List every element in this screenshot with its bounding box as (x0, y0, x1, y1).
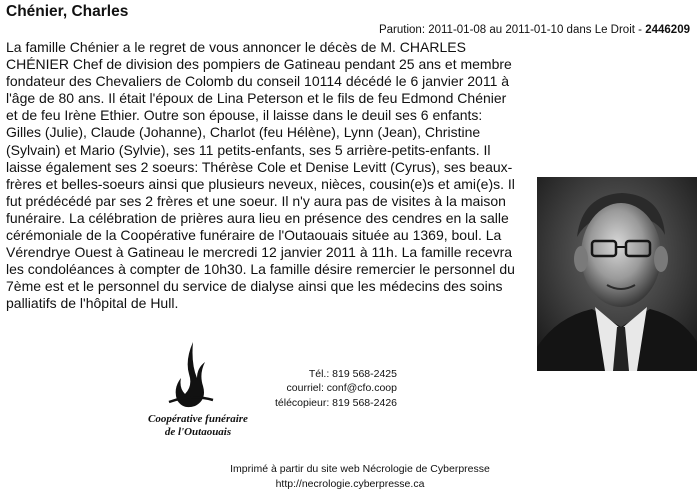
cooperative-name-line1: Coopérative funéraire (148, 413, 248, 425)
flame-logo-icon (163, 340, 219, 410)
obituary-text: La famille Chénier a le regret de vous annoncer le décès de M. CHARLES CHÉNIER Chef de division des pompiers de Gatineau pendant 25 ans et membre fondateur des Chevaliers de Colomb du conseil 10114 décédé le 6 janvier 2011 à l'âge de 80 ans. Il était l'époux de Lina Peterson et le fils de feu Edmond Chénier et de feu Irène Ethier. Outre son épouse, il laisse dans le deuil ses 6 enfants: Gilles (Julie), Claude (Johanne), Charlot (feu Hélène), Lynn (Jean), Christine (Sylvain) et Mario (Sylvie), ses 11 petits-enfants, ses 5 arrière-petits-enfants. Il laisse également ses 2 soeurs: Thérèse Cole et Denise Levitt (Cyrus), ses beaux-frères et belles-soeurs ainsi que plusieurs neveux, nièces, cousin(e)s et ami(e)s. Il fut prédécédé par ses 2 frères et une soeur. Il n'y aura pas de visites à la maison funéraire. La célébration de prières aura lieu en présence des cendres en la salle cérémoniale de la Coopérative funéraire de l'Outaouais située au 1369, boul. La Vérendrye Ouest à Gatineau le mercredi 12 janvier 2011 à 11h. La famille recevra les condoléances à compter de 10h30. La famille désire remercier le personnel du 7ème est et le personnel du service de dialyse ainsi que les médecins des soins palliatifs de l'hôpital de Hull. (6, 39, 515, 312)
page-title: Chénier, Charles (6, 3, 129, 20)
contact-phone: Tél.: 819 568-2425 (308, 368, 397, 380)
footer-url[interactable]: http://necrologie.cyberpresse.ca (275, 478, 425, 490)
contact-fax: télécopieur: 819 568-2426 (274, 396, 397, 409)
cooperative-name-line2: de l'Outaouais (164, 426, 232, 438)
parution-dates: 2011-01-08 au 2011-01-10 (428, 24, 564, 36)
notice-number: 2446209 (645, 24, 690, 36)
contact-info (272, 367, 397, 410)
cooperative-logo (138, 340, 258, 450)
footer-printed-from: Imprimé à partir du site web Nécrologie de Cyberpresse (230, 463, 490, 475)
photo-spacer (520, 177, 688, 315)
parution-line (379, 24, 690, 36)
cooperative-name (138, 413, 258, 439)
parution-separator: - (638, 24, 643, 36)
obituary-body (6, 39, 688, 313)
obituary-block (6, 39, 688, 315)
footer (0, 462, 700, 492)
publication-name: Le Droit (594, 24, 635, 36)
parution-dans: dans (566, 24, 592, 36)
contact-email: courriel: conf@cfo.coop (286, 382, 397, 395)
parution-label: Parution: (378, 24, 426, 36)
